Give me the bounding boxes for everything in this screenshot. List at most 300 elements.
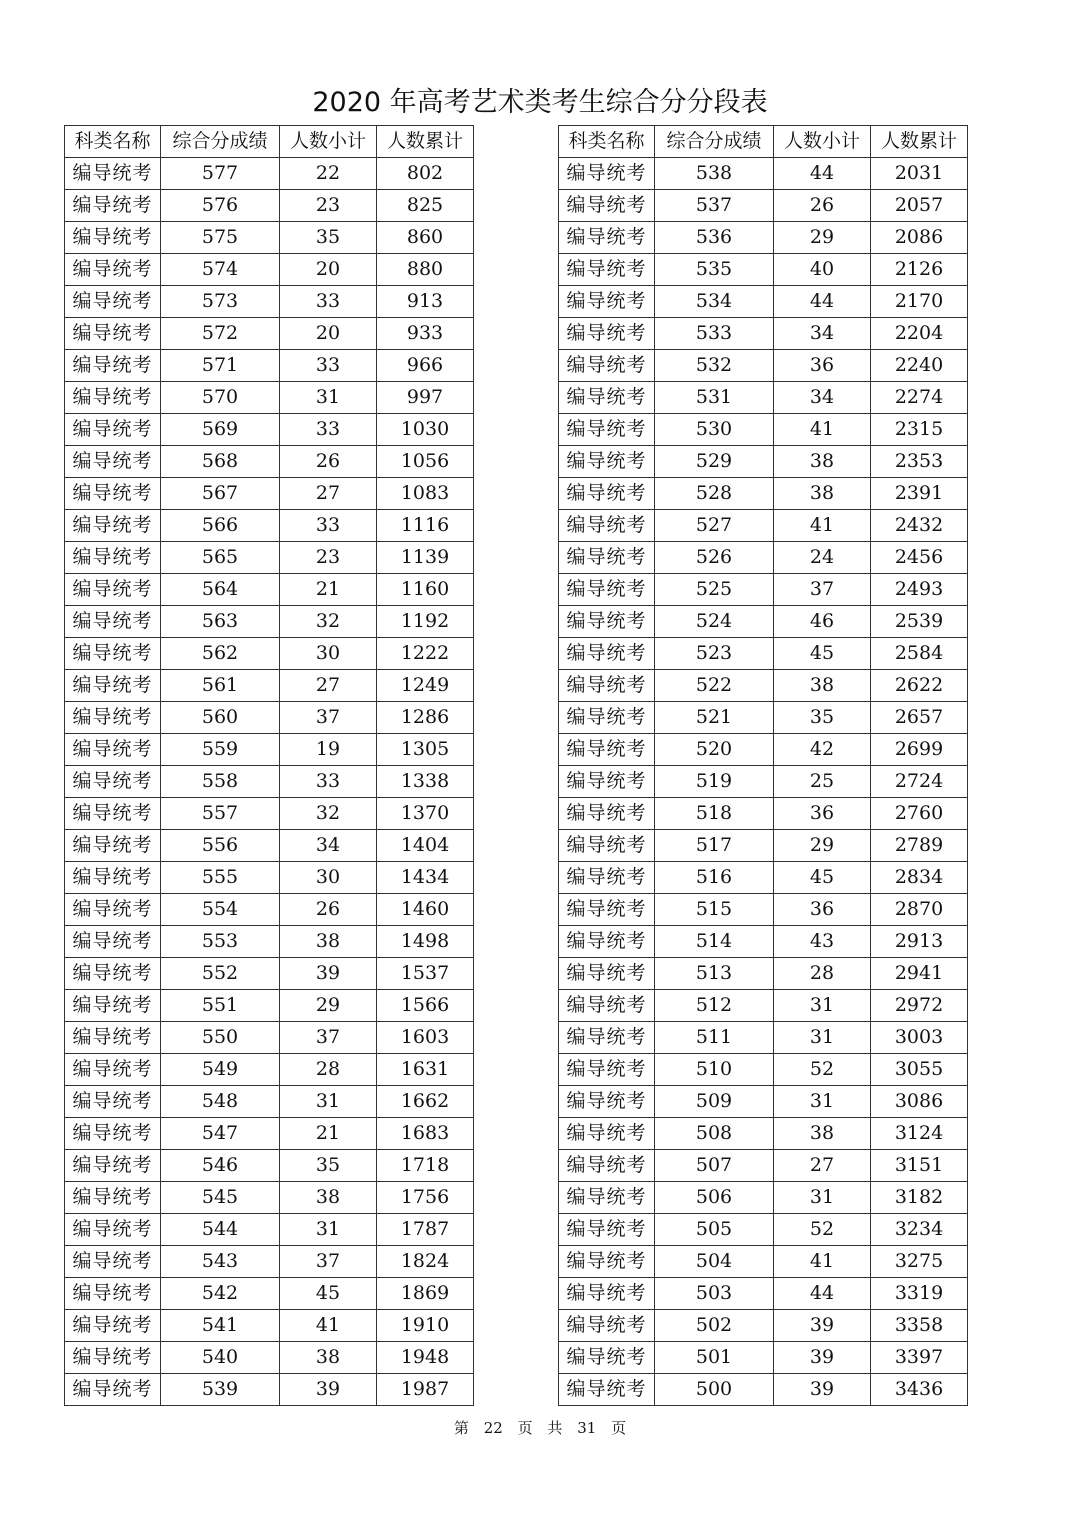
category-cell: 编导统考 xyxy=(65,510,161,542)
table-row xyxy=(65,254,474,286)
category-cell: 编导统考 xyxy=(65,1118,161,1150)
count-cell: 21 xyxy=(280,574,377,606)
table-row xyxy=(65,350,474,382)
count-cell: 34 xyxy=(774,382,871,414)
table-row xyxy=(559,862,968,894)
table-row xyxy=(65,1054,474,1086)
score-cell: 546 xyxy=(161,1150,280,1182)
score-cell: 536 xyxy=(655,222,774,254)
score-cell: 548 xyxy=(161,1086,280,1118)
score-cell: 558 xyxy=(161,766,280,798)
table-row xyxy=(559,638,968,670)
count-cell: 38 xyxy=(774,478,871,510)
count-cell: 43 xyxy=(774,926,871,958)
footer-label: 共 xyxy=(547,1419,563,1437)
category-cell: 编导统考 xyxy=(65,1182,161,1214)
count-cell: 45 xyxy=(774,638,871,670)
category-cell: 编导统考 xyxy=(65,414,161,446)
table-row xyxy=(65,1118,474,1150)
count-cell: 33 xyxy=(280,414,377,446)
count-cell: 38 xyxy=(774,1118,871,1150)
cumulative-cell: 1160 xyxy=(377,574,474,606)
cumulative-cell: 860 xyxy=(377,222,474,254)
count-cell: 20 xyxy=(280,254,377,286)
count-cell: 33 xyxy=(280,350,377,382)
score-cell: 574 xyxy=(161,254,280,286)
count-cell: 34 xyxy=(774,318,871,350)
count-cell: 44 xyxy=(774,286,871,318)
count-cell: 37 xyxy=(280,1022,377,1054)
cumulative-cell: 1083 xyxy=(377,478,474,510)
cumulative-cell: 1222 xyxy=(377,638,474,670)
category-cell: 编导统考 xyxy=(559,286,655,318)
category-cell: 编导统考 xyxy=(65,286,161,318)
score-cell: 504 xyxy=(655,1246,774,1278)
category-cell: 编导统考 xyxy=(65,542,161,574)
table-row xyxy=(65,958,474,990)
cumulative-cell: 2760 xyxy=(871,798,968,830)
count-cell: 44 xyxy=(774,158,871,190)
score-cell: 552 xyxy=(161,958,280,990)
category-cell: 编导统考 xyxy=(65,926,161,958)
table-row xyxy=(65,286,474,318)
score-cell: 576 xyxy=(161,190,280,222)
category-cell: 编导统考 xyxy=(65,1054,161,1086)
cumulative-cell: 2031 xyxy=(871,158,968,190)
count-cell: 36 xyxy=(774,350,871,382)
table-row xyxy=(65,926,474,958)
category-cell: 编导统考 xyxy=(559,830,655,862)
count-cell: 27 xyxy=(774,1150,871,1182)
cumulative-cell: 3182 xyxy=(871,1182,968,1214)
count-cell: 26 xyxy=(280,894,377,926)
count-cell: 31 xyxy=(280,1086,377,1118)
score-cell: 520 xyxy=(655,734,774,766)
score-cell: 545 xyxy=(161,1182,280,1214)
cumulative-cell: 1305 xyxy=(377,734,474,766)
category-cell: 编导统考 xyxy=(65,1150,161,1182)
cumulative-cell: 2170 xyxy=(871,286,968,318)
cumulative-cell: 2539 xyxy=(871,606,968,638)
cumulative-cell: 1566 xyxy=(377,990,474,1022)
count-cell: 42 xyxy=(774,734,871,766)
category-cell: 编导统考 xyxy=(65,1246,161,1278)
count-cell: 29 xyxy=(774,830,871,862)
table-header-row xyxy=(559,126,968,158)
score-cell: 568 xyxy=(161,446,280,478)
table-row xyxy=(65,798,474,830)
category-cell: 编导统考 xyxy=(65,1214,161,1246)
category-cell: 编导统考 xyxy=(559,414,655,446)
cumulative-cell: 3151 xyxy=(871,1150,968,1182)
count-cell: 37 xyxy=(280,702,377,734)
score-cell: 530 xyxy=(655,414,774,446)
score-cell: 525 xyxy=(655,574,774,606)
category-cell: 编导统考 xyxy=(65,606,161,638)
cumulative-cell: 1631 xyxy=(377,1054,474,1086)
count-cell: 45 xyxy=(280,1278,377,1310)
category-cell: 编导统考 xyxy=(559,1118,655,1150)
table-row xyxy=(65,766,474,798)
footer-label: 页 xyxy=(611,1419,627,1437)
cumulative-cell: 1756 xyxy=(377,1182,474,1214)
count-cell: 29 xyxy=(280,990,377,1022)
table-row xyxy=(65,1150,474,1182)
total-pages-number: 31 xyxy=(577,1419,597,1437)
table-row xyxy=(559,286,968,318)
table-row xyxy=(559,766,968,798)
header-category: 科类名称 xyxy=(559,126,655,158)
table-row xyxy=(65,638,474,670)
count-cell: 46 xyxy=(774,606,871,638)
category-cell: 编导统考 xyxy=(559,1182,655,1214)
category-cell: 编导统考 xyxy=(559,1150,655,1182)
cumulative-cell: 913 xyxy=(377,286,474,318)
cumulative-cell: 966 xyxy=(377,350,474,382)
score-cell: 565 xyxy=(161,542,280,574)
score-cell: 556 xyxy=(161,830,280,862)
cumulative-cell: 2391 xyxy=(871,478,968,510)
count-cell: 41 xyxy=(774,1246,871,1278)
table-row xyxy=(559,734,968,766)
table-row xyxy=(559,990,968,1022)
table-row xyxy=(65,1342,474,1374)
cumulative-cell: 2432 xyxy=(871,510,968,542)
score-cell: 535 xyxy=(655,254,774,286)
cumulative-cell: 3124 xyxy=(871,1118,968,1150)
table-row xyxy=(65,830,474,862)
cumulative-cell: 1824 xyxy=(377,1246,474,1278)
table-row xyxy=(65,1246,474,1278)
score-cell: 502 xyxy=(655,1310,774,1342)
count-cell: 30 xyxy=(280,862,377,894)
category-cell: 编导统考 xyxy=(559,1054,655,1086)
category-cell: 编导统考 xyxy=(559,734,655,766)
table-row xyxy=(559,702,968,734)
table-row xyxy=(559,1022,968,1054)
score-cell: 577 xyxy=(161,158,280,190)
cumulative-cell: 997 xyxy=(377,382,474,414)
count-cell: 26 xyxy=(774,190,871,222)
cumulative-cell: 1030 xyxy=(377,414,474,446)
category-cell: 编导统考 xyxy=(559,382,655,414)
table-row xyxy=(65,894,474,926)
header-category: 科类名称 xyxy=(65,126,161,158)
score-cell: 511 xyxy=(655,1022,774,1054)
cumulative-cell: 1498 xyxy=(377,926,474,958)
score-cell: 541 xyxy=(161,1310,280,1342)
category-cell: 编导统考 xyxy=(559,958,655,990)
category-cell: 编导统考 xyxy=(65,702,161,734)
score-cell: 566 xyxy=(161,510,280,542)
cumulative-cell: 1139 xyxy=(377,542,474,574)
category-cell: 编导统考 xyxy=(65,382,161,414)
category-cell: 编导统考 xyxy=(65,990,161,1022)
count-cell: 23 xyxy=(280,190,377,222)
table-row xyxy=(559,926,968,958)
count-cell: 38 xyxy=(280,926,377,958)
table-row xyxy=(559,254,968,286)
score-cell: 524 xyxy=(655,606,774,638)
table-row xyxy=(65,510,474,542)
category-cell: 编导统考 xyxy=(559,510,655,542)
score-cell: 515 xyxy=(655,894,774,926)
page-footer xyxy=(0,1416,1080,1440)
score-cell: 516 xyxy=(655,862,774,894)
category-cell: 编导统考 xyxy=(65,574,161,606)
table-row xyxy=(559,350,968,382)
cumulative-cell: 1056 xyxy=(377,446,474,478)
score-cell: 527 xyxy=(655,510,774,542)
count-cell: 27 xyxy=(280,670,377,702)
table-row xyxy=(65,606,474,638)
count-cell: 31 xyxy=(774,1022,871,1054)
header-cumulative: 人数累计 xyxy=(377,126,474,158)
count-cell: 35 xyxy=(280,1150,377,1182)
score-cell: 575 xyxy=(161,222,280,254)
category-cell: 编导统考 xyxy=(65,638,161,670)
score-cell: 517 xyxy=(655,830,774,862)
score-cell: 526 xyxy=(655,542,774,574)
score-cell: 540 xyxy=(161,1342,280,1374)
count-cell: 31 xyxy=(774,1086,871,1118)
category-cell: 编导统考 xyxy=(65,734,161,766)
count-cell: 32 xyxy=(280,798,377,830)
cumulative-cell: 2315 xyxy=(871,414,968,446)
count-cell: 39 xyxy=(774,1374,871,1406)
score-cell: 501 xyxy=(655,1342,774,1374)
cumulative-cell: 1434 xyxy=(377,862,474,894)
cumulative-cell: 933 xyxy=(377,318,474,350)
cumulative-cell: 3086 xyxy=(871,1086,968,1118)
count-cell: 34 xyxy=(280,830,377,862)
score-cell: 573 xyxy=(161,286,280,318)
header-count: 人数小计 xyxy=(280,126,377,158)
header-score: 综合分成绩 xyxy=(655,126,774,158)
category-cell: 编导统考 xyxy=(559,1310,655,1342)
category-cell: 编导统考 xyxy=(65,222,161,254)
category-cell: 编导统考 xyxy=(559,446,655,478)
score-cell: 557 xyxy=(161,798,280,830)
category-cell: 编导统考 xyxy=(65,1310,161,1342)
cumulative-cell: 2353 xyxy=(871,446,968,478)
count-cell: 41 xyxy=(774,510,871,542)
category-cell: 编导统考 xyxy=(65,862,161,894)
cumulative-cell: 2057 xyxy=(871,190,968,222)
cumulative-cell: 3436 xyxy=(871,1374,968,1406)
table-row xyxy=(65,222,474,254)
table-row xyxy=(559,1118,968,1150)
category-cell: 编导统考 xyxy=(559,190,655,222)
score-cell: 560 xyxy=(161,702,280,734)
table-row xyxy=(65,446,474,478)
count-cell: 41 xyxy=(774,414,871,446)
count-cell: 38 xyxy=(774,670,871,702)
cumulative-cell: 1910 xyxy=(377,1310,474,1342)
category-cell: 编导统考 xyxy=(65,1278,161,1310)
cumulative-cell: 2584 xyxy=(871,638,968,670)
score-cell: 544 xyxy=(161,1214,280,1246)
category-cell: 编导统考 xyxy=(65,446,161,478)
score-cell: 572 xyxy=(161,318,280,350)
header-score: 综合分成绩 xyxy=(161,126,280,158)
count-cell: 41 xyxy=(280,1310,377,1342)
category-cell: 编导统考 xyxy=(559,894,655,926)
table-row xyxy=(559,1310,968,1342)
table-row xyxy=(65,318,474,350)
category-cell: 编导统考 xyxy=(65,190,161,222)
score-table-right xyxy=(558,125,968,1406)
category-cell: 编导统考 xyxy=(559,1246,655,1278)
table-row xyxy=(559,446,968,478)
score-cell: 538 xyxy=(655,158,774,190)
count-cell: 24 xyxy=(774,542,871,574)
count-cell: 27 xyxy=(280,478,377,510)
count-cell: 36 xyxy=(774,894,871,926)
count-cell: 37 xyxy=(774,574,871,606)
category-cell: 编导统考 xyxy=(559,1278,655,1310)
table-row xyxy=(559,1246,968,1278)
cumulative-cell: 2204 xyxy=(871,318,968,350)
score-cell: 570 xyxy=(161,382,280,414)
score-cell: 571 xyxy=(161,350,280,382)
count-cell: 31 xyxy=(774,1182,871,1214)
score-cell: 542 xyxy=(161,1278,280,1310)
table-row xyxy=(65,190,474,222)
table-row xyxy=(65,862,474,894)
cumulative-cell: 3275 xyxy=(871,1246,968,1278)
category-cell: 编导统考 xyxy=(65,1342,161,1374)
table-row xyxy=(559,382,968,414)
cumulative-cell: 1948 xyxy=(377,1342,474,1374)
table-row xyxy=(65,990,474,1022)
score-cell: 523 xyxy=(655,638,774,670)
table-row xyxy=(65,478,474,510)
header-count: 人数小计 xyxy=(774,126,871,158)
count-cell: 20 xyxy=(280,318,377,350)
footer-label: 第 xyxy=(453,1419,469,1437)
category-cell: 编导统考 xyxy=(65,318,161,350)
category-cell: 编导统考 xyxy=(559,606,655,638)
current-page-number: 22 xyxy=(483,1419,503,1437)
cumulative-cell: 2724 xyxy=(871,766,968,798)
category-cell: 编导统考 xyxy=(559,1086,655,1118)
table-row xyxy=(65,1310,474,1342)
cumulative-cell: 880 xyxy=(377,254,474,286)
table-row xyxy=(559,606,968,638)
cumulative-cell: 2456 xyxy=(871,542,968,574)
table-row xyxy=(559,1182,968,1214)
score-cell: 518 xyxy=(655,798,774,830)
table-row xyxy=(65,734,474,766)
table-row xyxy=(65,702,474,734)
count-cell: 39 xyxy=(280,958,377,990)
cumulative-cell: 1338 xyxy=(377,766,474,798)
count-cell: 21 xyxy=(280,1118,377,1150)
table-row xyxy=(559,1342,968,1374)
cumulative-cell: 3003 xyxy=(871,1022,968,1054)
count-cell: 33 xyxy=(280,510,377,542)
table-row xyxy=(65,1214,474,1246)
cumulative-cell: 2972 xyxy=(871,990,968,1022)
category-cell: 编导统考 xyxy=(65,670,161,702)
cumulative-cell: 3234 xyxy=(871,1214,968,1246)
category-cell: 编导统考 xyxy=(559,766,655,798)
cumulative-cell: 2274 xyxy=(871,382,968,414)
count-cell: 52 xyxy=(774,1214,871,1246)
score-cell: 522 xyxy=(655,670,774,702)
table-row xyxy=(65,542,474,574)
table-row xyxy=(559,958,968,990)
table-row xyxy=(65,1022,474,1054)
cumulative-cell: 2493 xyxy=(871,574,968,606)
score-cell: 562 xyxy=(161,638,280,670)
table-row xyxy=(559,894,968,926)
table-row xyxy=(65,1182,474,1214)
cumulative-cell: 1370 xyxy=(377,798,474,830)
category-cell: 编导统考 xyxy=(559,158,655,190)
score-cell: 550 xyxy=(161,1022,280,1054)
category-cell: 编导统考 xyxy=(559,1214,655,1246)
category-cell: 编导统考 xyxy=(559,222,655,254)
score-cell: 564 xyxy=(161,574,280,606)
table-row xyxy=(65,382,474,414)
cumulative-cell: 2126 xyxy=(871,254,968,286)
score-cell: 537 xyxy=(655,190,774,222)
count-cell: 39 xyxy=(280,1374,377,1406)
category-cell: 编导统考 xyxy=(65,158,161,190)
table-row xyxy=(559,222,968,254)
category-cell: 编导统考 xyxy=(65,1086,161,1118)
score-cell: 563 xyxy=(161,606,280,638)
cumulative-cell: 2834 xyxy=(871,862,968,894)
count-cell: 23 xyxy=(280,542,377,574)
cumulative-cell: 3319 xyxy=(871,1278,968,1310)
category-cell: 编导统考 xyxy=(65,1022,161,1054)
score-cell: 533 xyxy=(655,318,774,350)
category-cell: 编导统考 xyxy=(559,926,655,958)
table-row xyxy=(559,1150,968,1182)
table-row xyxy=(65,670,474,702)
category-cell: 编导统考 xyxy=(559,1374,655,1406)
header-cumulative: 人数累计 xyxy=(871,126,968,158)
cumulative-cell: 2086 xyxy=(871,222,968,254)
count-cell: 33 xyxy=(280,286,377,318)
table-row xyxy=(559,798,968,830)
table-row xyxy=(559,574,968,606)
count-cell: 26 xyxy=(280,446,377,478)
count-cell: 31 xyxy=(280,382,377,414)
category-cell: 编导统考 xyxy=(65,1374,161,1406)
count-cell: 32 xyxy=(280,606,377,638)
count-cell: 35 xyxy=(280,222,377,254)
table-row xyxy=(65,1278,474,1310)
score-cell: 543 xyxy=(161,1246,280,1278)
cumulative-cell: 1116 xyxy=(377,510,474,542)
score-cell: 509 xyxy=(655,1086,774,1118)
table-row xyxy=(65,158,474,190)
category-cell: 编导统考 xyxy=(65,958,161,990)
category-cell: 编导统考 xyxy=(559,542,655,574)
category-cell: 编导统考 xyxy=(559,574,655,606)
count-cell: 28 xyxy=(774,958,871,990)
category-cell: 编导统考 xyxy=(65,478,161,510)
score-cell: 519 xyxy=(655,766,774,798)
count-cell: 31 xyxy=(280,1214,377,1246)
cumulative-cell: 1683 xyxy=(377,1118,474,1150)
count-cell: 44 xyxy=(774,1278,871,1310)
score-cell: 547 xyxy=(161,1118,280,1150)
